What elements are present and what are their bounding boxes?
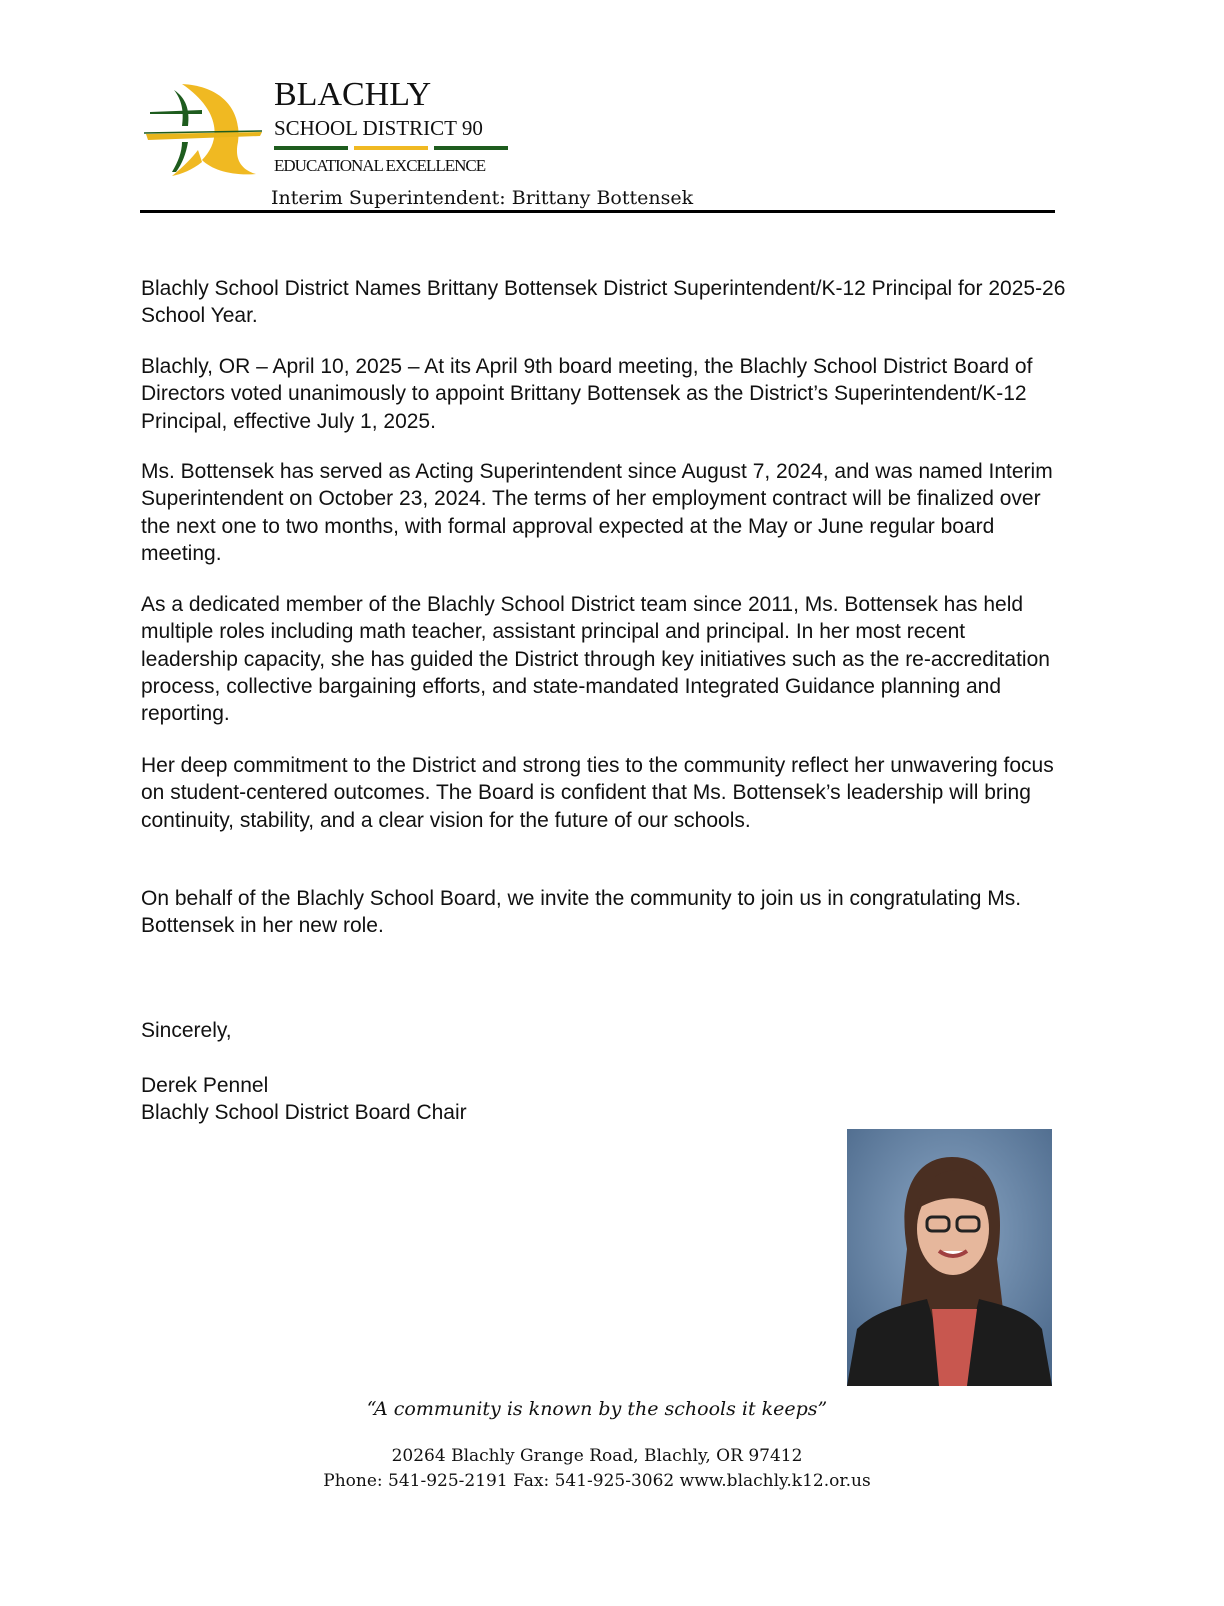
district-name: BLACHLY	[274, 76, 432, 113]
paragraph: Blachly, OR – April 10, 2025 – At its April 9th board meeting, the Blachly School District Board of Directors voted unanimously to appoint Brittany Bottensek as the District’s Superintendent/K-12 Principal, effective July 1, 2025.	[141, 355, 1033, 433]
header-rule	[140, 210, 1055, 213]
paragraph: Ms. Bottensek has served as Acting Superintendent since August 7, 2024, and was named Interim Superintendent on October 23, 2024. The terms of her employment contract will be finalized over the next one to two months, with formal approval expected at the May or June regular board meeting.	[141, 460, 1053, 565]
district-tagline: EDUCATIONAL EXCELLENCE	[274, 156, 486, 175]
footer-address: 20264 Blachly Grange Road, Blachly, OR 97412	[391, 1446, 803, 1466]
interim-superintendent: Interim Superintendent: Brittany Bottensek	[271, 187, 694, 209]
gold-bar	[354, 146, 428, 150]
headline: Blachly School District Names Brittany Bottensek District Superintendent/K-12 Principal for 2025-26 School Year.	[141, 277, 1066, 328]
portrait-photo	[847, 1129, 1052, 1386]
closing: Sincerely,	[141, 1019, 232, 1042]
district-logo	[142, 80, 266, 180]
signer-name: Derek Pennel	[141, 1074, 269, 1097]
footer-contact: Phone: 541-925-2191 Fax: 541-925-3062 www.blachly.k12.or.us	[323, 1471, 871, 1491]
paragraph: As a dedicated member of the Blachly School District team since 2011, Ms. Bottensek has held multiple roles including math teacher, assistant principal and principal. In her most recent leadership capacity, she has guided the District through key initiatives such as the re-accreditation process, collective bargaining efforts, and state-mandated Integrated Guidance planning and reporting.	[141, 593, 1050, 726]
district-subtitle: SCHOOL DISTRICT 90	[274, 116, 483, 140]
green-bar	[434, 146, 508, 150]
green-bar	[274, 146, 348, 150]
footer-motto: “A community is known by the schools it keeps”	[366, 1398, 828, 1420]
signer-title: Blachly School District Board Chair	[141, 1101, 467, 1124]
paragraph: On behalf of the Blachly School Board, we invite the community to join us in congratulating Ms. Bottensek in her new role.	[141, 887, 1022, 938]
paragraph: Her deep commitment to the District and strong ties to the community reflect her unwavering focus on student-centered outcomes. The Board is confident that Ms. Bottensek’s leadership will bring continuity, stability, and a clear vision for the future of our schools.	[141, 754, 1054, 832]
